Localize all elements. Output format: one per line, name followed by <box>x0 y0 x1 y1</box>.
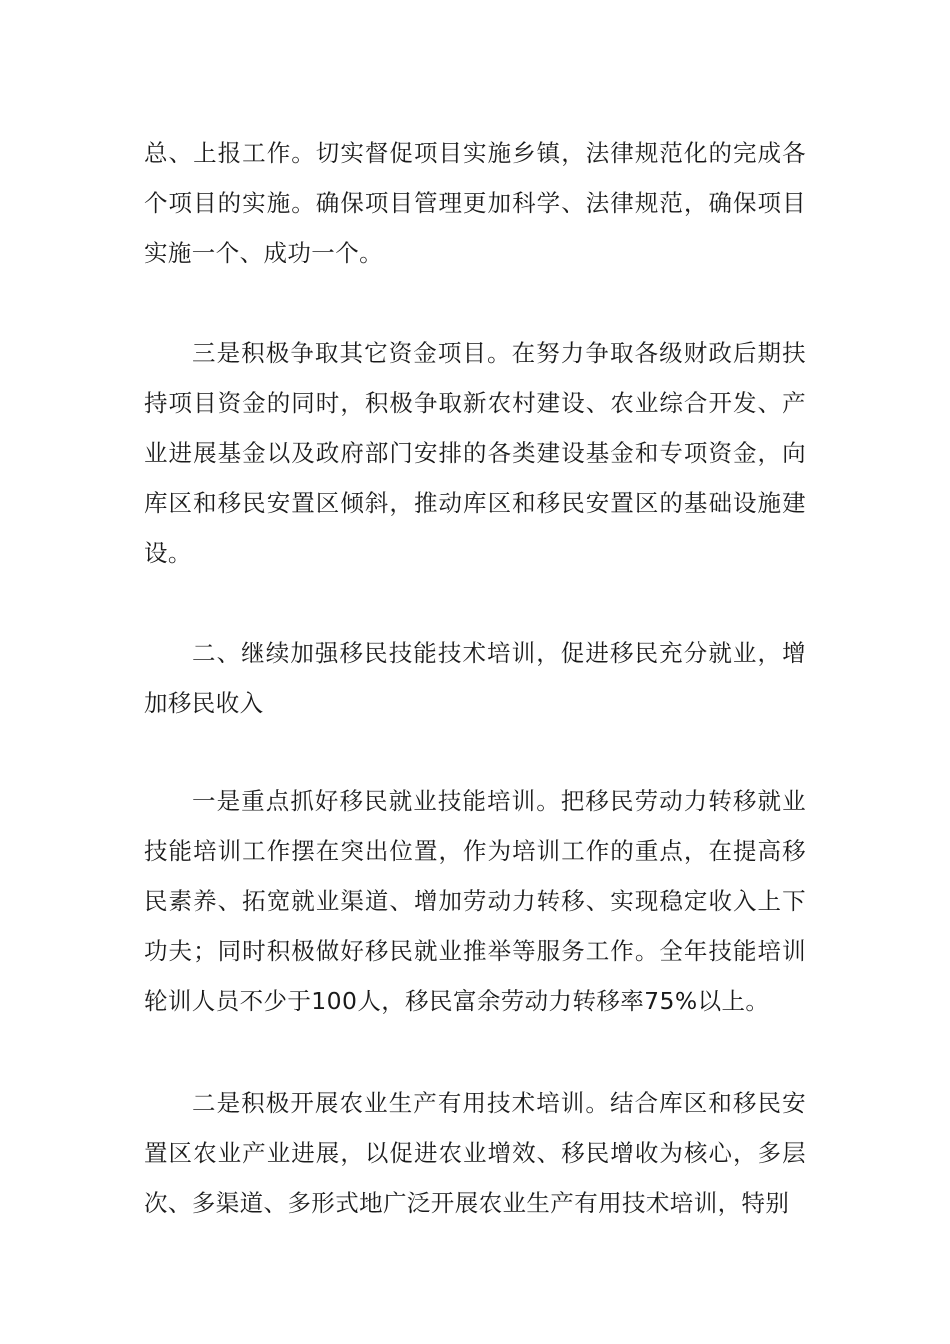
section-heading-training: 二、继续加强移民技能技术培训，促进移民充分就业，增加移民收入 <box>144 639 806 717</box>
paragraph-agricultural-technology-training: 二是积极开展农业生产有用技术培训。结合库区和移民安置区农业产业进展，以促进农业增效、移民增收为核心，多层次、多渠道、多形式地广泛开展农业生产有用技术培训，特别 <box>144 1089 806 1217</box>
paragraph-continuation: 总、上报工作。切实督促项目实施乡镇，法律规范化的完成各个项目的实施。确保项目管理更加科学、法律规范，确保项目实施一个、成功一个。 <box>144 139 806 267</box>
paragraph-other-funding-projects: 三是积极争取其它资金项目。在努力争取各级财政后期扶持项目资金的同时，积极争取新农村建设、农业综合开发、产业进展基金以及政府部门安排的各类建设基金和专项资金，向库区和移民安置区倾斜，推动库区和移民安置区的基础设施建设。 <box>144 339 806 567</box>
paragraph-employment-skills-training: 一是重点抓好移民就业技能培训。把移民劳动力转移就业技能培训工作摆在突出位置，作为培训工作的重点，在提高移民素养、拓宽就业渠道、增加劳动力转移、实现稳定收入上下功夫；同时积极做好移民就业推举等服务工作。全年技能培训轮训人员不少于100人，移民富余劳动力转移率75%以上。 <box>144 787 806 1015</box>
